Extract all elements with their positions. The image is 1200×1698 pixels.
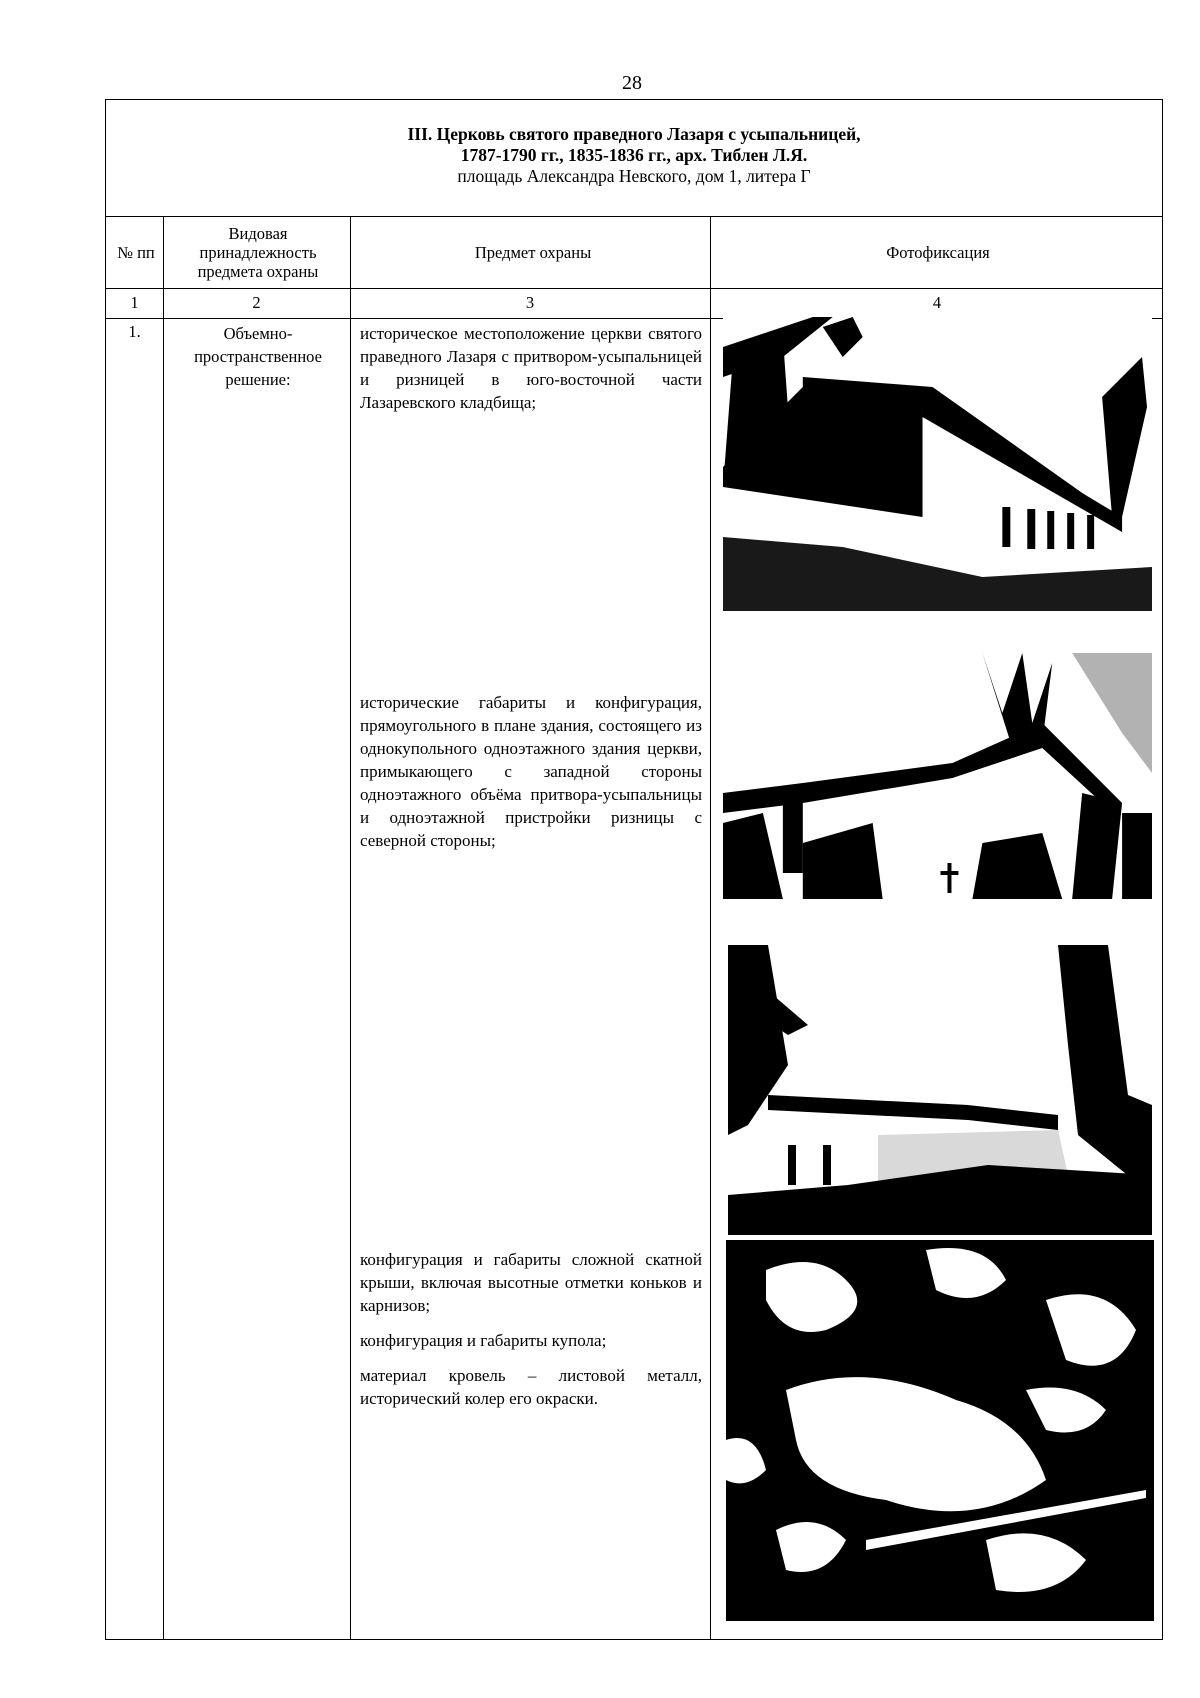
- col-number-3: 3: [525, 293, 535, 312]
- subject-text: исторические габариты и конфигурация, прямоугольного в плане здания, состоящего из однокупольного одноэтажного здания церкви, примыкающего с западной стороны одноэтажного объёма притвора-усыпальницы и одноэтажной пристройки ризницы с северной стороны;: [360, 693, 702, 850]
- row-number: 1.: [128, 322, 141, 341]
- section-heading: [106, 100, 1162, 217]
- subject-dimensions: [360, 691, 702, 864]
- header-number: № пп: [117, 243, 155, 262]
- col-divider: [350, 217, 351, 1639]
- subject-text: конфигурация и габариты сложной скатной крыши, включая высотные отметки коньков и карнизов;: [360, 1250, 702, 1315]
- page-number: 28: [622, 72, 642, 94]
- col-number-4: 4: [932, 293, 942, 312]
- subject-text: конфигурация и габариты купола;: [360, 1331, 607, 1350]
- col-divider: [163, 217, 164, 1639]
- header-category: Видовая принадлежность предмета охраны: [197, 224, 319, 281]
- church-aerial-photo: [726, 1240, 1154, 1621]
- church-photo-1: [723, 317, 1152, 611]
- row-divider: [106, 288, 1162, 289]
- col-divider: [710, 217, 711, 1639]
- subject-text: историческое местоположение церкви святого праведного Лазаря с притвором-усыпальницей и ризницей в юго-восточной части Лазаревского кладбища;: [360, 324, 702, 412]
- protection-table: [105, 99, 1163, 1640]
- subject-roof: [360, 1248, 702, 1422]
- col-number-2: 2: [252, 293, 261, 312]
- subject-text: материал кровель – листовой металл, исторический колер его окраски.: [360, 1366, 702, 1408]
- row-category: Объемно-пространственное решение:: [194, 324, 322, 389]
- heading-dates: 1787-1790 гг., 1835-1836 гг., арх. Тиблен Л.Я.: [460, 145, 808, 165]
- subject-location: [360, 322, 702, 426]
- heading-address: площадь Александра Невского, дом 1, литера Г: [457, 166, 811, 186]
- church-photo-3: [728, 945, 1152, 1235]
- header-photo: Фотофиксация: [886, 243, 990, 262]
- heading-title: III. Церковь святого праведного Лазаря с усыпальницей,: [407, 124, 861, 144]
- church-photo-2: [723, 653, 1152, 899]
- header-subject: Предмет охраны: [474, 243, 592, 262]
- col-number-1: 1: [130, 293, 139, 312]
